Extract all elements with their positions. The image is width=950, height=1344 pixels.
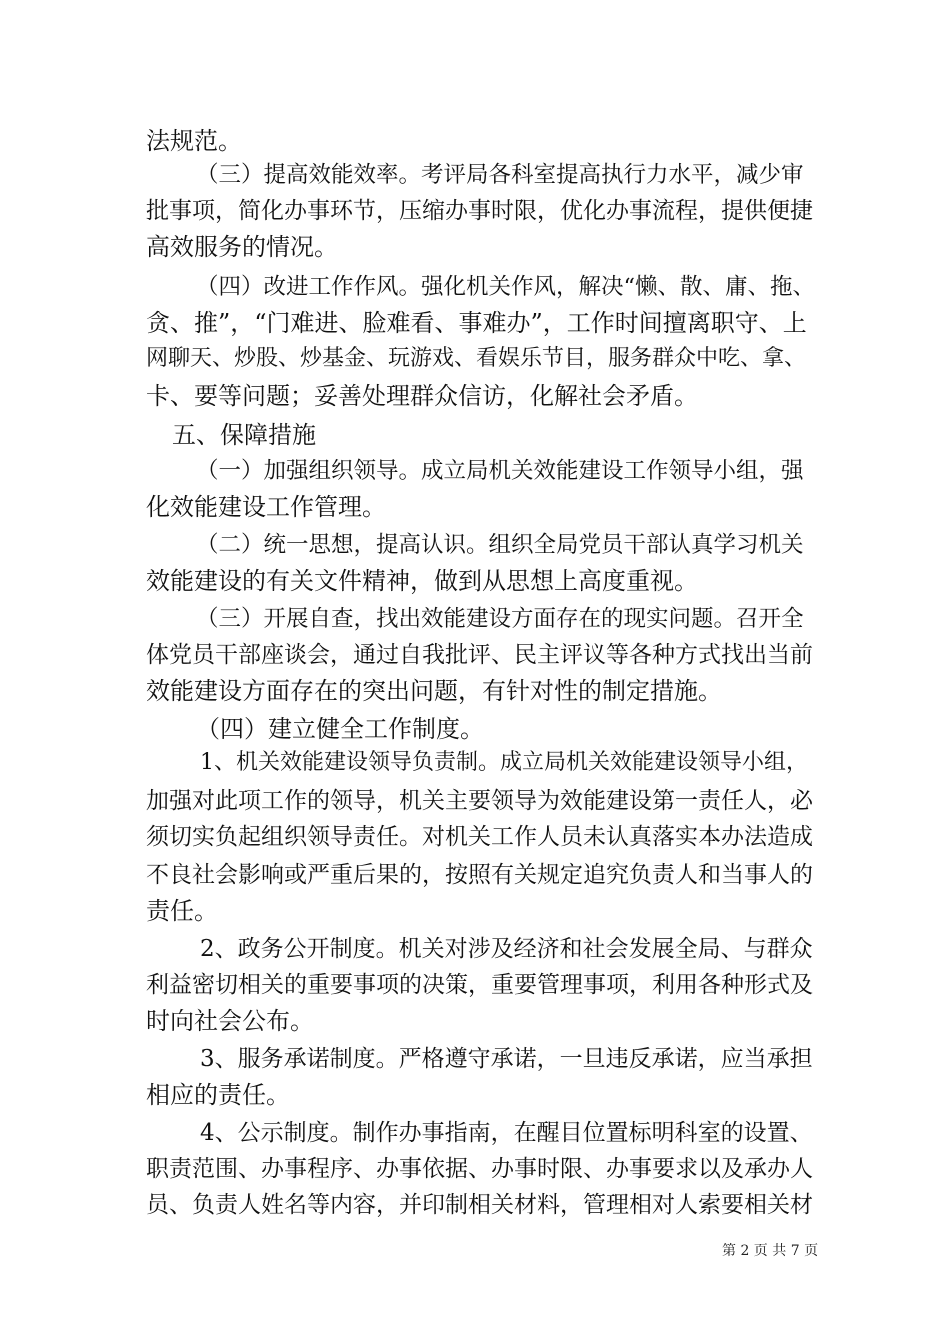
text-line: 网聊天、炒股、炒基金、玩游戏、看娱乐节目，服务群众中吃、拿、 — [146, 346, 807, 371]
text-line: 员、负责人姓名等内容，并印制相关材料，管理相对人索要相关材 — [146, 1192, 813, 1218]
text-line: 职责范围、办事程序、办事依据、办事时限、办事要求以及承办人 — [146, 1156, 813, 1182]
text-line: （一）加强组织领导。成立局机关效能建设工作领导小组，强 — [196, 458, 804, 484]
text-line: 批事项，简化办事环节，压缩办事时限，优化办事流程，提供便捷 — [146, 198, 813, 224]
text-line: 高效服务的情况。 — [146, 233, 338, 261]
text-line: （二）统一思想，提高认识。组织全局党员干部认真学习机关 — [196, 532, 804, 558]
text-line: 利益密切相关的重要事项的决策，重要管理事项，利用各种形式及 — [146, 972, 813, 998]
text-line: 1、机关效能建设领导负责制。成立局机关效能建设领导小组， — [200, 750, 808, 775]
text-line: 体党员干部座谈会，通过自我批评、民主评议等各种方式找出当前 — [146, 642, 813, 668]
text-line: 4、公示制度。制作办事指南，在醒目位置标明科室的设置、 — [200, 1120, 813, 1146]
text-line: （三）提高效能效率。考评局各科室提高执行力水平，减少审 — [196, 162, 804, 188]
text-line: 加强对此项工作的领导，机关主要领导为效能建设第一责任人，必 — [146, 788, 813, 814]
text-line: （三）开展自查，找出效能建设方面存在的现实问题。召开全 — [196, 606, 804, 632]
text-line: 化效能建设工作管理。 — [146, 493, 386, 521]
text-line: 贪、推”，“门难进、脸难看、事难办”，工作时间擅离职守、上 — [146, 309, 807, 337]
text-line: 时向社会公布。 — [146, 1007, 314, 1035]
text-line: 法规范。 — [146, 127, 242, 155]
text-line: 3、服务承诺制度。严格遵守承诺，一旦违反承诺，应当承担 — [200, 1046, 813, 1072]
section-heading: 五、保障措施 — [172, 421, 316, 449]
text-line: 责任。 — [146, 897, 218, 925]
page-number: 第 2 页 共 7 页 — [722, 1243, 819, 1259]
text-line: 效能建设方面存在的突出问题，有针对性的制定措施。 — [146, 677, 722, 705]
text-line: 相应的责任。 — [146, 1081, 290, 1109]
text-line: 须切实负起组织领导责任。对机关工作人员未认真落实本办法造成 — [146, 824, 813, 850]
text-line: （四）建立健全工作制度。 — [196, 715, 484, 743]
text-line: 2、政务公开制度。机关对涉及经济和社会发展全局、与群众 — [200, 936, 813, 962]
text-line: （四）改进工作作风。强化机关作风，解决“懒、散、庸、拖、 — [196, 274, 816, 300]
text-line: 不良社会影响或严重后果的，按照有关规定追究负责人和当事人的 — [146, 862, 813, 888]
text-line: 效能建设的有关文件精神，做到从思想上高度重视。 — [146, 567, 698, 595]
text-line: 卡、要等问题；妥善处理群众信访，化解社会矛盾。 — [146, 382, 698, 410]
